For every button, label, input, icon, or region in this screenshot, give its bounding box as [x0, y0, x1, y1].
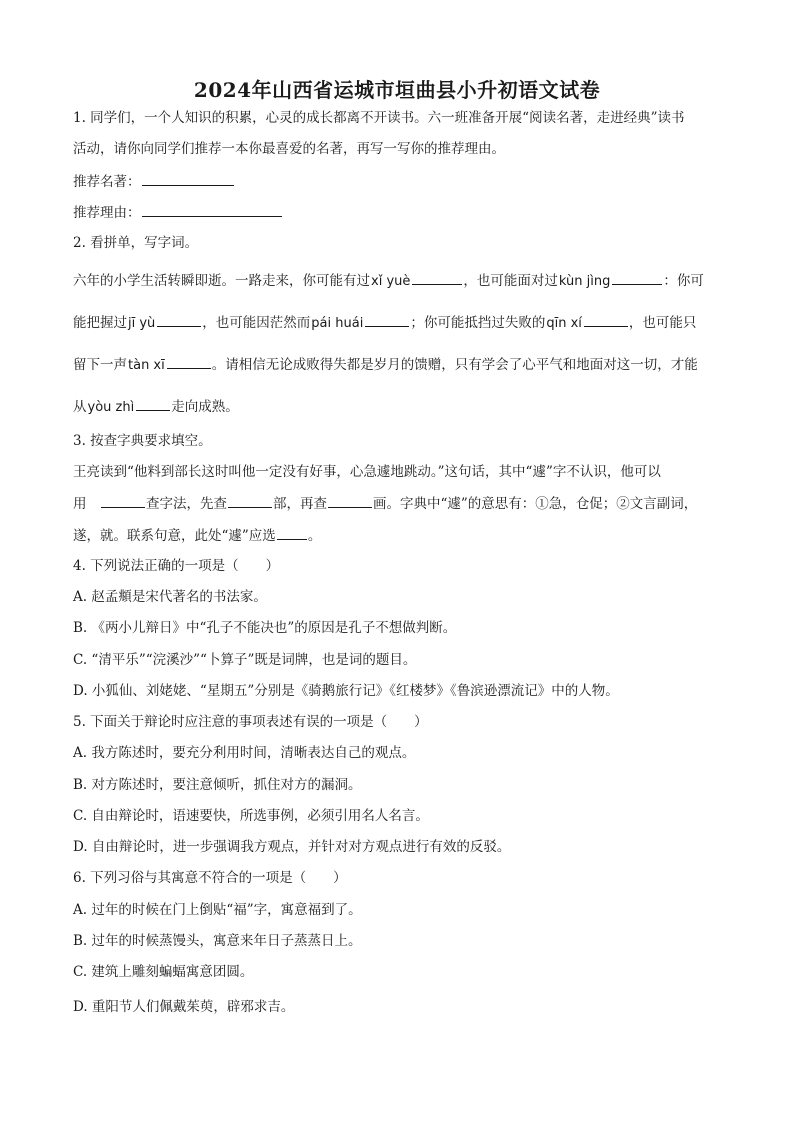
answer-blank	[584, 312, 628, 327]
q2-text: ，也可能只	[628, 315, 697, 331]
q6-option-b: B. 过年的时候蒸馒头，寓意来年日子蒸蒸日上。	[73, 933, 362, 949]
q5-option-c: C. 自由辩论时，语速要快，所选事例，必须引用名人名言。	[73, 808, 429, 824]
q4-option-c: C. “清平乐”“浣溪沙”“卜算子”既是词牌，也是词的题目。	[73, 652, 417, 668]
q6-option-d: D. 重阳节人们佩戴茱萸，辟邪求吉。	[73, 999, 295, 1015]
q2-text: 从	[73, 399, 87, 415]
q2-text: ，也可能因茫然而	[202, 315, 311, 331]
answer-blank	[612, 270, 662, 285]
answer-blank	[365, 312, 409, 327]
answer-blank	[277, 525, 307, 540]
q3-text: 查字法，先查	[146, 496, 227, 512]
q2-text: 能把握过	[73, 315, 127, 331]
pinyin-youzhi: yòu zhì	[87, 400, 135, 415]
q2-text: ；你可能抵挡过失败的	[410, 315, 546, 331]
q3-line-1: 王亮读到“他料到部长这时叫他一定没有好事，心急遽地跳动。”这句话，其中“遽”字不认识，他可以	[73, 464, 661, 480]
q5-option-a: A. 我方陈述时，要充分利用时间，清晰表达自己的观点。	[73, 745, 416, 761]
page-title: 2024年山西省运城市垣曲县小升初语文试卷	[193, 78, 601, 102]
recommend-book-blank	[142, 171, 234, 186]
answer-blank	[101, 493, 145, 508]
q1-line-1: 1. 同学们，一个人知识的积累，心灵的成长都离不开读书。六一班准备开展“阅读名著，走进经典”读书	[73, 110, 685, 126]
answer-blank	[228, 493, 272, 508]
q6-option-c: C. 建筑上雕刻蝙蝠寓意团圆。	[73, 964, 254, 980]
q2-line-1	[73, 270, 704, 292]
q4-option-b: B. 《两小儿辩日》中“孔子不能决也”的原因是孔子不想做判断。	[73, 620, 457, 636]
q3-line-2	[73, 493, 697, 514]
q1-line-2: 活动，请你向同学们推荐一本你最喜爱的名著，再写一写你的推荐理由。	[73, 141, 505, 157]
q4-option-a: A. 赵孟頫是宋代著名的书法家。	[73, 589, 267, 605]
q3-text: 。	[307, 528, 322, 544]
q4-title: 4. 下列说法正确的一项是（ ）	[73, 558, 280, 574]
q3-title: 3. 按查字典要求填空。	[73, 433, 212, 449]
pinyin-kunjing: kùn jìng	[558, 274, 611, 289]
q1-reason-row	[73, 202, 283, 223]
q3-text: 用	[73, 496, 87, 512]
q2-text: 六年的小学生活转瞬即逝。一路走来，你可能有过	[73, 273, 370, 289]
q4-option-d: D. 小狐仙、刘姥姥、“星期五”分别是《骑鹅旅行记》《红楼梦》《鲁滨逊漂流记》中的人物。	[73, 683, 619, 699]
q2-line-3	[73, 354, 698, 376]
answer-blank	[328, 493, 372, 508]
q2-title: 2. 看拼单，写字词。	[73, 235, 199, 251]
q2-text: ：你可	[663, 273, 704, 289]
q2-text: ，也可能面对过	[463, 273, 558, 289]
pinyin-qinxi: qīn xí	[546, 316, 582, 331]
answer-blank	[412, 270, 462, 285]
answer-blank	[136, 396, 170, 411]
pinyin-tanxi: tàn xī	[128, 358, 165, 373]
recommend-reason-label: 推荐理由：	[73, 205, 141, 221]
pinyin-paihuai: pái huái	[311, 316, 364, 331]
q2-line-2	[73, 312, 696, 334]
pinyin-xiyue: xǐ yuè	[371, 274, 411, 289]
recommend-book-label: 推荐名著：	[73, 174, 141, 190]
q1-name-row	[73, 171, 235, 192]
q3-line-3	[73, 525, 321, 546]
q5-option-b: B. 对方陈述时，要注意倾听，抓住对方的漏洞。	[73, 777, 362, 793]
q6-title: 6. 下列习俗与其寓意不符合的一项是（ ）	[73, 870, 347, 886]
q2-text: 。请相信无论成败得失都是岁月的馈赠，只有学会了心平气和地面对这一切，才能	[211, 357, 698, 373]
q2-line-4	[73, 396, 239, 418]
pinyin-jiyu: jī yù	[128, 316, 156, 331]
answer-blank	[167, 354, 211, 369]
q2-text: 留下一声	[73, 357, 127, 373]
q5-option-d: D. 自由辩论时，进一步强调我方观点，并针对对方观点进行有效的反驳。	[73, 839, 511, 855]
q2-text: 走向成熟。	[171, 399, 239, 415]
q3-text: 部，再查	[273, 496, 327, 512]
q3-text: 遂，就。联系句意，此处“遽”应选	[73, 528, 276, 544]
answer-blank	[157, 312, 201, 327]
q6-option-a: A. 过年的时候在门上倒贴“福”字，寓意福到了。	[73, 902, 362, 918]
q5-title: 5. 下面关于辩论时应注意的事项表述有误的一项是（ ）	[73, 714, 428, 730]
recommend-reason-blank	[142, 202, 282, 217]
q3-text: 画。字典中“遽”的意思有：①急，仓促；②文言副词，	[373, 496, 698, 512]
